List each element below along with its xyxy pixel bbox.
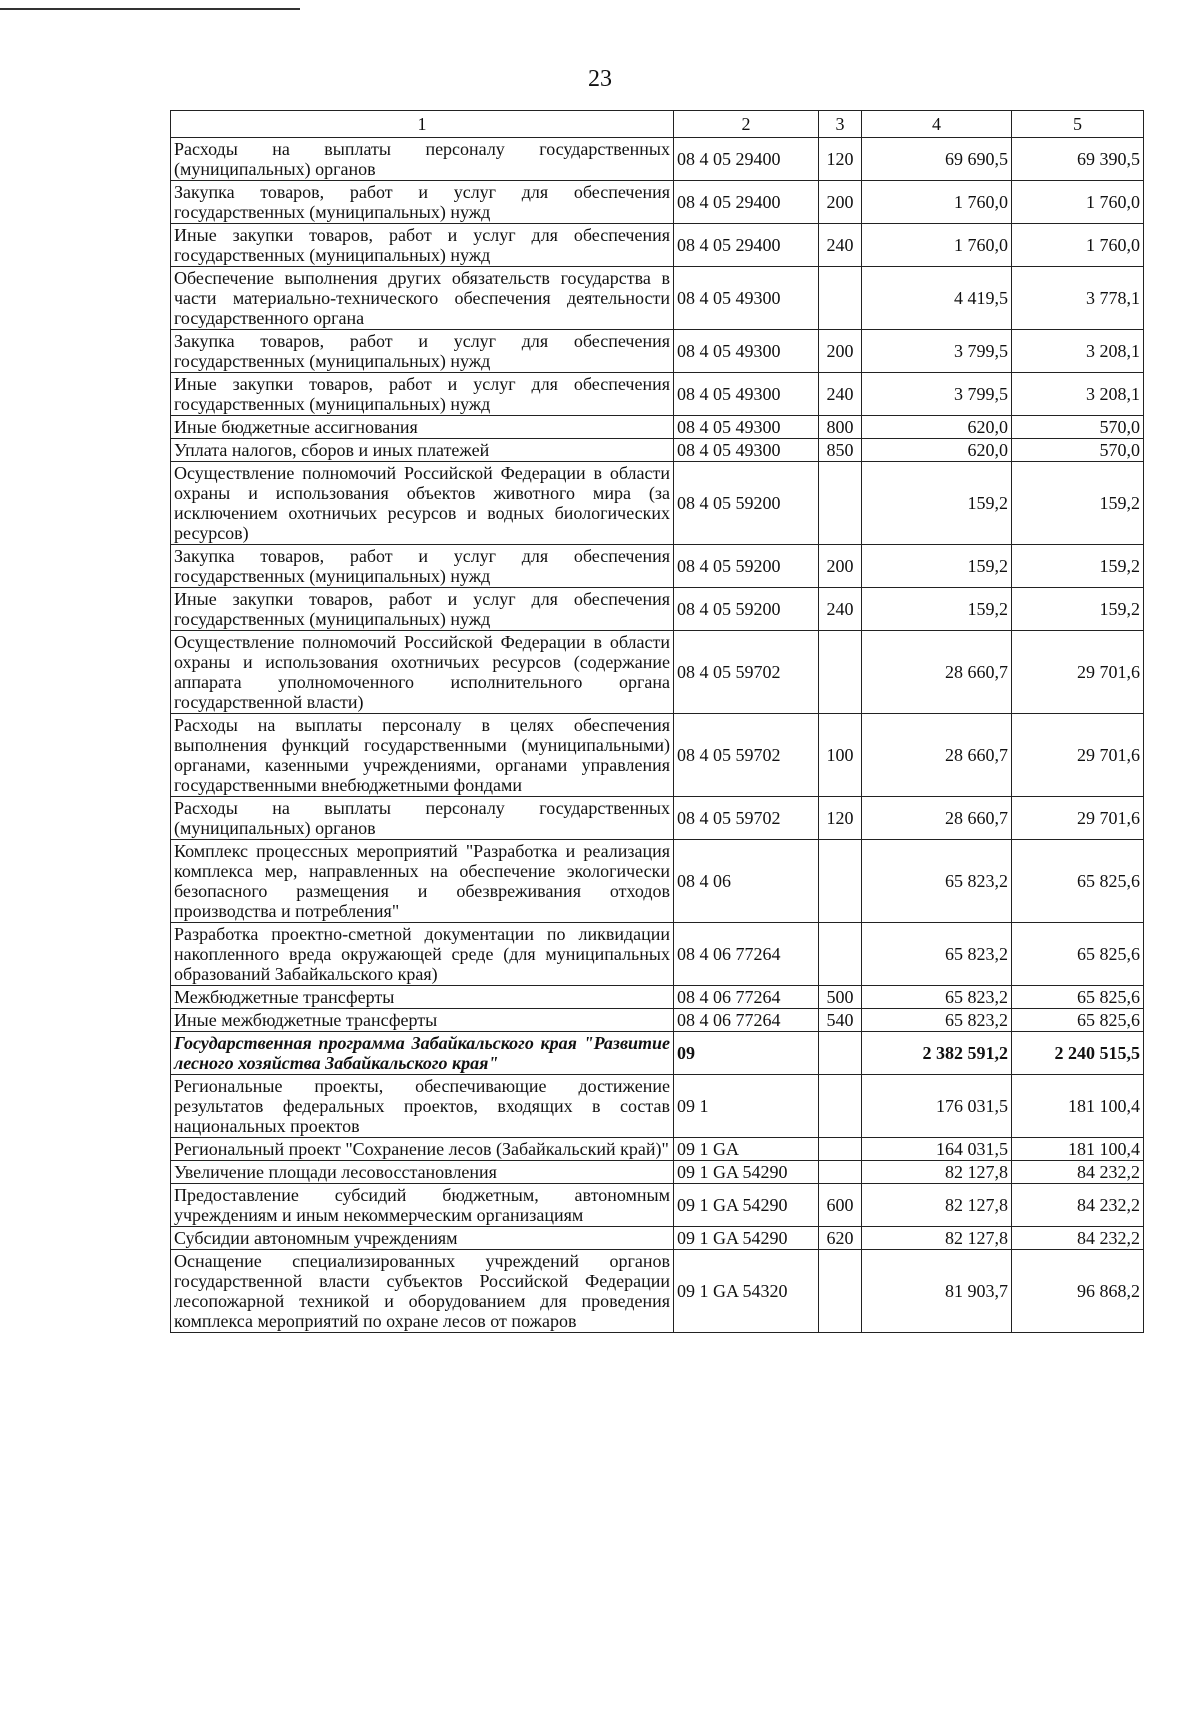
cell-value-5: 84 232,2 bbox=[1012, 1184, 1144, 1227]
cell-code: 08 4 05 59200 bbox=[674, 462, 819, 545]
table-row bbox=[171, 267, 1144, 330]
scan-edge-line bbox=[0, 8, 300, 10]
cell-vr: 240 bbox=[819, 224, 862, 267]
cell-vr: 800 bbox=[819, 416, 862, 439]
cell-name: Закупка товаров, работ и услуг для обеспечения государственных (муниципальных) нужд bbox=[171, 545, 674, 588]
cell-vr bbox=[819, 462, 862, 545]
cell-code: 08 4 05 49300 bbox=[674, 439, 819, 462]
cell-value-4: 82 127,8 bbox=[862, 1184, 1012, 1227]
cell-vr: 240 bbox=[819, 373, 862, 416]
cell-value-5: 3 208,1 bbox=[1012, 373, 1144, 416]
cell-value-5: 181 100,4 bbox=[1012, 1138, 1144, 1161]
cell-vr: 120 bbox=[819, 797, 862, 840]
cell-vr: 600 bbox=[819, 1184, 862, 1227]
cell-value-4: 620,0 bbox=[862, 439, 1012, 462]
table-row bbox=[171, 181, 1144, 224]
cell-vr bbox=[819, 1161, 862, 1184]
cell-value-5: 570,0 bbox=[1012, 439, 1144, 462]
cell-name: Региональные проекты, обеспечивающие достижение результатов федеральных проектов, входящих в состав национальных проектов bbox=[171, 1075, 674, 1138]
cell-name: Закупка товаров, работ и услуг для обеспечения государственных (муниципальных) нужд bbox=[171, 181, 674, 224]
cell-name: Региональный проект "Сохранение лесов (Забайкальский край)" bbox=[171, 1138, 674, 1161]
cell-value-4: 65 823,2 bbox=[862, 1009, 1012, 1032]
cell-name: Обеспечение выполнения других обязательств государства в части материально-технического обеспечения деятельности государственного органа bbox=[171, 267, 674, 330]
cell-name: Расходы на выплаты персоналу в целях обеспечения выполнения функций государственными (муниципальными) органами, казенными учреждениями, органами управления государственными внебюджетными фондами bbox=[171, 714, 674, 797]
table-row bbox=[171, 1161, 1144, 1184]
cell-value-4: 3 799,5 bbox=[862, 373, 1012, 416]
cell-value-4: 28 660,7 bbox=[862, 797, 1012, 840]
cell-value-5: 2 240 515,5 bbox=[1012, 1032, 1144, 1075]
cell-name: Государственная программа Забайкальского края "Развитие лесного хозяйства Забайкальского края" bbox=[171, 1032, 674, 1075]
cell-code: 09 1 GA 54290 bbox=[674, 1227, 819, 1250]
cell-code: 08 4 05 29400 bbox=[674, 138, 819, 181]
cell-code: 09 1 GA 54290 bbox=[674, 1184, 819, 1227]
table-header-row bbox=[171, 111, 1144, 138]
cell-name: Расходы на выплаты персоналу государственных (муниципальных) органов bbox=[171, 797, 674, 840]
cell-value-4: 159,2 bbox=[862, 462, 1012, 545]
cell-name: Субсидии автономным учреждениям bbox=[171, 1227, 674, 1250]
cell-name: Разработка проектно-сметной документации по ликвидации накопленного вреда окружающей среде (для муниципальных образований Забайкальского края) bbox=[171, 923, 674, 986]
table-row bbox=[171, 840, 1144, 923]
cell-vr bbox=[819, 1250, 862, 1333]
cell-value-4: 1 760,0 bbox=[862, 181, 1012, 224]
table-row bbox=[171, 923, 1144, 986]
cell-value-5: 570,0 bbox=[1012, 416, 1144, 439]
cell-code: 08 4 05 59702 bbox=[674, 714, 819, 797]
table-row bbox=[171, 545, 1144, 588]
cell-name: Расходы на выплаты персоналу государственных (муниципальных) органов bbox=[171, 138, 674, 181]
cell-value-4: 65 823,2 bbox=[862, 986, 1012, 1009]
cell-code: 08 4 05 29400 bbox=[674, 224, 819, 267]
cell-value-4: 82 127,8 bbox=[862, 1161, 1012, 1184]
cell-value-4: 2 382 591,2 bbox=[862, 1032, 1012, 1075]
cell-value-4: 1 760,0 bbox=[862, 224, 1012, 267]
cell-value-5: 84 232,2 bbox=[1012, 1227, 1144, 1250]
cell-value-4: 82 127,8 bbox=[862, 1227, 1012, 1250]
cell-vr: 120 bbox=[819, 138, 862, 181]
cell-vr: 200 bbox=[819, 181, 862, 224]
cell-value-5: 159,2 bbox=[1012, 462, 1144, 545]
budget-table-container bbox=[170, 110, 1144, 1333]
cell-code: 08 4 05 49300 bbox=[674, 267, 819, 330]
header-col-3: 3 bbox=[819, 111, 862, 138]
cell-name: Комплекс процессных мероприятий "Разработка и реализация комплекса мер, направленных на обеспечение экологически безопасного размещения и обезвреживания отходов производства и потребления" bbox=[171, 840, 674, 923]
cell-vr bbox=[819, 923, 862, 986]
cell-code: 08 4 06 77264 bbox=[674, 1009, 819, 1032]
table-row bbox=[171, 1227, 1144, 1250]
cell-value-5: 65 825,6 bbox=[1012, 1009, 1144, 1032]
cell-name: Иные межбюджетные трансферты bbox=[171, 1009, 674, 1032]
cell-name: Увеличение площади лесовосстановления bbox=[171, 1161, 674, 1184]
cell-value-5: 96 868,2 bbox=[1012, 1250, 1144, 1333]
cell-code: 08 4 05 59702 bbox=[674, 631, 819, 714]
cell-value-4: 28 660,7 bbox=[862, 714, 1012, 797]
cell-value-4: 176 031,5 bbox=[862, 1075, 1012, 1138]
table-row bbox=[171, 1138, 1144, 1161]
cell-vr bbox=[819, 1138, 862, 1161]
cell-vr: 500 bbox=[819, 986, 862, 1009]
cell-name: Иные бюджетные ассигнования bbox=[171, 416, 674, 439]
header-col-2: 2 bbox=[674, 111, 819, 138]
cell-value-5: 29 701,6 bbox=[1012, 797, 1144, 840]
cell-value-4: 164 031,5 bbox=[862, 1138, 1012, 1161]
cell-value-5: 181 100,4 bbox=[1012, 1075, 1144, 1138]
cell-value-5: 159,2 bbox=[1012, 545, 1144, 588]
table-row bbox=[171, 986, 1144, 1009]
cell-vr: 200 bbox=[819, 545, 862, 588]
cell-value-5: 159,2 bbox=[1012, 588, 1144, 631]
cell-value-5: 1 760,0 bbox=[1012, 224, 1144, 267]
cell-vr: 100 bbox=[819, 714, 862, 797]
cell-code: 08 4 05 49300 bbox=[674, 330, 819, 373]
table-row bbox=[171, 462, 1144, 545]
cell-value-4: 65 823,2 bbox=[862, 840, 1012, 923]
cell-vr: 850 bbox=[819, 439, 862, 462]
cell-code: 09 1 bbox=[674, 1075, 819, 1138]
table-row bbox=[171, 138, 1144, 181]
table-row bbox=[171, 224, 1144, 267]
cell-code: 08 4 06 77264 bbox=[674, 923, 819, 986]
cell-code: 09 1 GA 54290 bbox=[674, 1161, 819, 1184]
cell-code: 08 4 06 77264 bbox=[674, 986, 819, 1009]
cell-code: 08 4 05 49300 bbox=[674, 416, 819, 439]
table-row bbox=[171, 416, 1144, 439]
cell-code: 08 4 05 59200 bbox=[674, 545, 819, 588]
table-row bbox=[171, 439, 1144, 462]
cell-value-4: 69 690,5 bbox=[862, 138, 1012, 181]
cell-code: 08 4 05 49300 bbox=[674, 373, 819, 416]
header-col-5: 5 bbox=[1012, 111, 1144, 138]
cell-value-4: 3 799,5 bbox=[862, 330, 1012, 373]
cell-name: Предоставление субсидий бюджетным, автономным учреждениям и иным некоммерческим организациям bbox=[171, 1184, 674, 1227]
cell-name: Осуществление полномочий Российской Федерации в области охраны и использования охотничьих ресурсов (содержание аппарата уполномоченного исполнительного органа государственной власти) bbox=[171, 631, 674, 714]
cell-code: 08 4 06 bbox=[674, 840, 819, 923]
cell-name: Иные закупки товаров, работ и услуг для обеспечения государственных (муниципальных) нужд bbox=[171, 588, 674, 631]
cell-value-5: 3 778,1 bbox=[1012, 267, 1144, 330]
header-col-4: 4 bbox=[862, 111, 1012, 138]
cell-code: 09 1 GA 54320 bbox=[674, 1250, 819, 1333]
cell-value-4: 65 823,2 bbox=[862, 923, 1012, 986]
cell-value-5: 65 825,6 bbox=[1012, 986, 1144, 1009]
cell-vr: 540 bbox=[819, 1009, 862, 1032]
cell-name: Межбюджетные трансферты bbox=[171, 986, 674, 1009]
cell-value-5: 65 825,6 bbox=[1012, 840, 1144, 923]
cell-value-5: 65 825,6 bbox=[1012, 923, 1144, 986]
table-row bbox=[171, 714, 1144, 797]
cell-value-4: 159,2 bbox=[862, 588, 1012, 631]
cell-value-4: 4 419,5 bbox=[862, 267, 1012, 330]
cell-value-4: 620,0 bbox=[862, 416, 1012, 439]
table-row bbox=[171, 1184, 1144, 1227]
cell-value-5: 29 701,6 bbox=[1012, 631, 1144, 714]
cell-value-5: 84 232,2 bbox=[1012, 1161, 1144, 1184]
cell-value-5: 3 208,1 bbox=[1012, 330, 1144, 373]
cell-vr bbox=[819, 631, 862, 714]
cell-value-4: 81 903,7 bbox=[862, 1250, 1012, 1333]
table-row bbox=[171, 588, 1144, 631]
cell-name: Осуществление полномочий Российской Федерации в области охраны и использования объектов животного мира (за исключением охотничьих ресурсов и водных биологических ресурсов) bbox=[171, 462, 674, 545]
cell-value-5: 29 701,6 bbox=[1012, 714, 1144, 797]
budget-table bbox=[170, 110, 1144, 1333]
cell-code: 08 4 05 29400 bbox=[674, 181, 819, 224]
cell-value-5: 1 760,0 bbox=[1012, 181, 1144, 224]
cell-code: 09 1 GA bbox=[674, 1138, 819, 1161]
cell-vr bbox=[819, 840, 862, 923]
table-row bbox=[171, 797, 1144, 840]
table-row bbox=[171, 1032, 1144, 1075]
table-row bbox=[171, 1250, 1144, 1333]
cell-name: Оснащение специализированных учреждений органов государственной власти субъектов Российской Федерации лесопожарной техникой и оборудованием для проведения комплекса мероприятий по охране лесов от пожаров bbox=[171, 1250, 674, 1333]
table-row bbox=[171, 1075, 1144, 1138]
cell-code: 09 bbox=[674, 1032, 819, 1075]
cell-name: Закупка товаров, работ и услуг для обеспечения государственных (муниципальных) нужд bbox=[171, 330, 674, 373]
cell-name: Иные закупки товаров, работ и услуг для обеспечения государственных (муниципальных) нужд bbox=[171, 373, 674, 416]
cell-name: Уплата налогов, сборов и иных платежей bbox=[171, 439, 674, 462]
table-row bbox=[171, 373, 1144, 416]
cell-vr: 240 bbox=[819, 588, 862, 631]
cell-vr bbox=[819, 267, 862, 330]
cell-name: Иные закупки товаров, работ и услуг для обеспечения государственных (муниципальных) нужд bbox=[171, 224, 674, 267]
cell-vr: 620 bbox=[819, 1227, 862, 1250]
cell-code: 08 4 05 59702 bbox=[674, 797, 819, 840]
table-body bbox=[171, 138, 1144, 1333]
table-row bbox=[171, 631, 1144, 714]
header-col-1: 1 bbox=[171, 111, 674, 138]
cell-value-4: 28 660,7 bbox=[862, 631, 1012, 714]
cell-vr: 200 bbox=[819, 330, 862, 373]
page-number: 23 bbox=[588, 66, 612, 92]
cell-vr bbox=[819, 1075, 862, 1138]
cell-vr bbox=[819, 1032, 862, 1075]
cell-value-5: 69 390,5 bbox=[1012, 138, 1144, 181]
cell-code: 08 4 05 59200 bbox=[674, 588, 819, 631]
table-row bbox=[171, 1009, 1144, 1032]
cell-value-4: 159,2 bbox=[862, 545, 1012, 588]
table-row bbox=[171, 330, 1144, 373]
